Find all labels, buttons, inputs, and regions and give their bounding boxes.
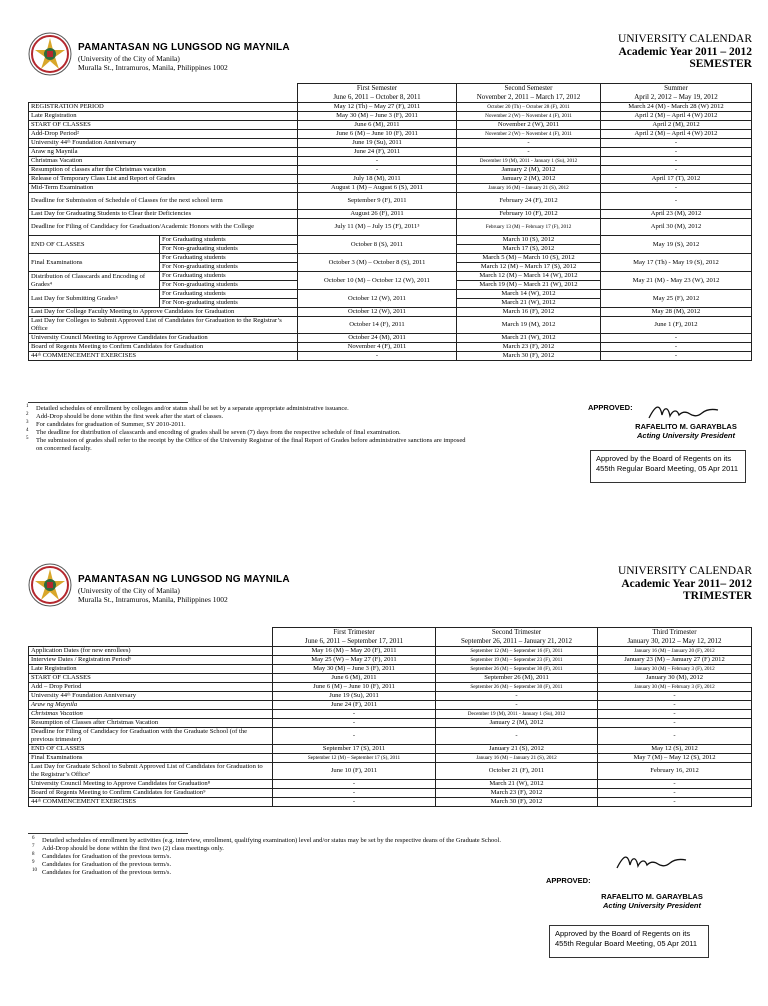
footnote [32,860,501,869]
calendar-row [29,789,752,798]
term-range: September 26, 2011 – January 21, 2012 [461,637,572,645]
date-cell: April 17 (T), 2012 [601,175,752,184]
footnote [32,844,501,853]
calendar-row [29,308,752,317]
date-cell: - [601,139,752,148]
term-header-3 [601,84,752,103]
date-cell: January 30 (M) – February 3 (F), 2012 [598,665,752,674]
university-address: Muralla St., Intramuros, Manila, Philippines 1002 [78,595,228,604]
term-header-1 [273,628,436,647]
footnote [32,836,501,845]
date-cell: December 19 (M), 2011 - January 1 (Su), 2012 [457,157,601,166]
date-cell: October 12 (W), 2011 [298,308,457,317]
row-label: Resumption of classes after the Christmas vacation [29,166,298,175]
plm-seal-icon [28,563,72,607]
calendar-row [29,647,752,656]
date-cell: January 30 (M), 2012 [598,674,752,683]
date-cell: February 13 (M) – February 17 (F), 2012 [457,219,601,236]
date-cell: March 10 (S), 2012 [457,236,601,245]
footnote [26,436,466,445]
footnote-number: 9 [32,860,35,865]
student-type-label: For Non-graduating students [160,263,298,272]
student-type-label: For Non-graduating students [160,299,298,308]
date-cell: - [273,728,436,745]
term-header-2 [436,628,598,647]
date-cell: - [598,780,752,789]
student-type-label: For Non-graduating students [160,245,298,254]
date-cell: August 26 (F), 2011 [298,210,457,219]
row-label: REGISTRATION PERIOD [29,103,298,112]
date-cell: April 2 (M) – April 4 (W) 2012 [601,112,752,121]
date-cell: September 26 (M) – September 30 (F), 2011 [436,683,598,692]
signature-icon [614,851,694,878]
calendar-row [29,103,752,112]
date-cell: May 28 (M), 2012 [601,308,752,317]
footnote-number: 10 [32,868,37,873]
university-english-name: (University of the City of Manila) [78,586,180,595]
row-label: START OF CLASSES [29,674,273,683]
date-cell: - [598,692,752,701]
date-cell: - [601,184,752,193]
date-cell: March 19 (M) – March 21 (W), 2012 [457,281,601,290]
calendar-row [29,719,752,728]
date-cell: October 24 (M), 2011 [298,334,457,343]
footnote-text: The deadline for distribution of classcards and encoding of grades shall be seven (7) days from the respective schedule of final examination. [36,429,401,436]
date-cell: June 1 (F), 2012 [601,317,752,334]
footnote-number: 6 [32,836,35,841]
row-label: University Council Meeting to Approve Candidates for Graduation⁸ [29,780,273,789]
date-cell: October 12 (W), 2011 [298,290,457,308]
date-cell: July 11 (M) – July 15 (F), 2011³ [298,219,457,236]
student-type-label: For Graduating students [160,236,298,245]
board-approval-text: Approved by the Board of Regents on its 455th Regular Board Meeting, 05 Apr 2011 [555,929,698,948]
date-cell: October 21 (F), 2011 [436,763,598,780]
date-cell: September 17 (S), 2011 [273,745,436,754]
date-cell: June 6 (M), 2011 [298,121,457,130]
term-name: Third Trimester [652,628,697,636]
board-approval-note [590,450,746,483]
header-row [29,84,752,103]
date-cell: January 30 (M) – February 3 (F), 2012 [598,683,752,692]
calendar-row [29,728,752,745]
date-cell: October 20 (Th) – October 28 (F), 2011 [457,103,601,112]
date-cell: December 19 (M), 2011 - January 1 (Su), 2012 [436,710,598,719]
row-label: END OF CLASSES [29,236,160,254]
term-range: June 6, 2011 – September 17, 2011 [304,637,404,645]
date-cell: - [601,166,752,175]
date-cell: March 12 (M) – March 17 (S), 2012 [457,263,601,272]
date-cell: - [273,719,436,728]
date-cell: June 10 (F), 2011 [273,763,436,780]
date-cell: January 16 (M) – January 21 (S), 2012 [436,754,598,763]
row-label: Late Registration [29,112,298,121]
date-cell: May 19 (S), 2012 [601,236,752,254]
row-label: Final Examinations [29,254,160,272]
term-name: Second Semester [504,84,553,92]
term-type: SEMESTER [689,58,752,70]
date-cell: April 2 (M), 2012 [601,121,752,130]
date-cell: January 2 (M), 2012 [457,166,601,175]
university-name: PAMANTASAN NG LUNGSOD NG MAYNILA [78,42,290,53]
student-type-label: For Graduating students [160,254,298,263]
calendar-row [29,175,752,184]
footnote-divider [28,833,188,834]
calendar-row [29,692,752,701]
date-cell: October 8 (S), 2011 [298,236,457,254]
footnote-text: Detailed schedules of enrollment by activities (e.g. interview, enrollment, qualifying examination) level and/or status may be set by the respective deans of the Graduate School. [42,837,501,844]
president-name: RAFAELITO M. GARAYBLAS [601,892,703,901]
footnote-text: Detailed schedules of enrollment by colleges and/or status shall be set by a separate appropriate administrative issuance. [36,405,349,412]
date-cell: March 14 (W), 2012 [457,290,601,299]
calendar-row [29,780,752,789]
footnote-number: 1 [26,404,29,409]
president-name: RAFAELITO M. GARAYBLAS [635,422,737,431]
row-label: Add – Drop Period [29,683,273,692]
trimester-footnotes [32,836,501,877]
date-cell: March 23 (F), 2012 [457,343,601,352]
date-cell: November 2 (W) – November 4 (F), 2011 [457,130,601,139]
date-cell: - [298,166,457,175]
date-cell: April 2 (M) – April 4 (W) 2012 [601,130,752,139]
footnote [26,420,465,429]
footnote-number: 3 [26,420,29,425]
university-english-name: (University of the City of Manila) [78,54,180,63]
footnote [32,868,501,877]
plm-seal-icon [28,32,72,76]
date-cell: March 30 (F), 2012 [457,352,601,361]
footnote [26,412,465,421]
board-approval-note [549,925,709,958]
board-approval-text: Approved by the Board of Regents on its 455th Regular Board Meeting, 05 Apr 2011 [596,454,739,473]
row-label: Add-Drop Period² [29,130,298,139]
footnote [36,445,465,453]
date-cell: - [601,193,752,210]
row-label: University 44ᵗʰ Foundation Anniversary [29,139,298,148]
trimester-calendar-table [28,627,752,807]
row-label: Last Day for Graduating Students to Clear their Deficiencies [29,210,298,219]
row-label: Late Registration [29,665,273,674]
date-cell: October 14 (F), 2011 [298,317,457,334]
date-cell: November 4 (F), 2011 [298,343,457,352]
term-range: January 30, 2012 – May 12, 2012 [627,637,722,645]
footnote-text: Add-Drop should be done within the first week after the start of classes. [36,413,224,420]
semester-title [618,33,752,71]
date-cell: January 2 (M), 2012 [457,175,601,184]
president-signature-block [631,422,741,440]
footnote-divider [28,402,188,403]
term-header-1 [298,84,457,103]
date-cell: August 1 (M) – August 6 (S), 2011 [298,184,457,193]
row-label: University 44ᵗʰ Foundation Anniversary [29,692,273,701]
term-range: June 6, 2011 – October 8, 2011 [333,93,421,101]
row-label: END OF CLASSES [29,745,273,754]
footnote-number: 2 [26,412,29,417]
row-label: Board of Regents Meeting to Confirm Candidates for Graduation⁹ [29,789,273,798]
row-label: Application Dates (for new enrollees) [29,647,273,656]
date-cell: March 21 (W), 2012 [436,780,598,789]
date-cell: - [598,789,752,798]
date-cell: May 30 (M) – June 3 (F), 2011 [298,112,457,121]
footnote-number: 8 [32,852,35,857]
date-cell: - [601,334,752,343]
term-range: April 2, 2012 – May 19, 2012 [634,93,718,101]
calendar-row [29,745,752,754]
student-type-label: For Graduating students [160,290,298,299]
row-label: Release of Temporary Class List and Report of Grades [29,175,298,184]
date-cell: February 10 (F), 2012 [457,210,601,219]
date-cell: June 24 (F), 2011 [273,701,436,710]
date-cell: September 12 (M) – September 17 (S), 2011 [273,754,436,763]
date-cell: May 7 (M) – May 12 (S), 2012 [598,754,752,763]
date-cell: March 5 (M) – March 10 (S), 2012 [457,254,601,263]
date-cell: May 16 (M) – May 20 (F), 2011 [273,647,436,656]
row-label: Last Day for Colleges to Submit Approved List of Candidates for Graduation to the Registrar’s Office [29,317,298,334]
footnote-text: Candidates for Graduation of the previous term/s. [42,861,172,868]
date-cell: April 23 (M), 2012 [601,210,752,219]
date-cell: - [598,798,752,807]
date-cell: January 23 (M) – January 27 (F) 2012 [598,656,752,665]
calendar-row [29,343,752,352]
date-cell: - [601,352,752,361]
date-cell: - [436,728,598,745]
date-cell: September 26 (M) – September 30 (F), 2011 [436,665,598,674]
date-cell: September 12 (M) – September 16 (F), 2011 [436,647,598,656]
footnote-number: 5 [26,436,29,441]
date-cell: November 2 (W), 2011 [457,121,601,130]
calendar-row [29,674,752,683]
footnote-text: Add-Drop should be done within the first two (2) class meetings only. [42,845,224,852]
term-name: First Trimester [333,628,375,636]
date-cell: - [598,719,752,728]
calendar-row [29,701,752,710]
date-cell: February 16, 2012 [598,763,752,780]
term-range: November 2, 2011 – March 17, 2012 [476,93,581,101]
calendar-row [29,754,752,763]
row-label: Board of Regents Meeting to Confirm Candidates for Graduation [29,343,298,352]
date-cell: November 2 (W) – November 4 (F), 2011 [457,112,601,121]
calendar-row [29,272,752,281]
calendar-row [29,236,752,245]
date-cell: May 17 (Th) - May 19 (S), 2012 [601,254,752,272]
approved-label: APPROVED: [588,403,633,412]
date-cell: March 16 (F), 2012 [457,308,601,317]
calendar-row [29,710,752,719]
row-label: Final Examinations [29,754,273,763]
calendar-row [29,352,752,361]
calendar-row [29,193,752,210]
header-blank [29,628,273,647]
calendar-row [29,334,752,343]
footnote-text: For candidates for graduation of Summer, SY 2010-2011. [36,421,186,428]
date-cell: March 17 (S), 2012 [457,245,601,254]
date-cell: - [598,728,752,745]
calendar-row [29,656,752,665]
date-cell: - [601,343,752,352]
calendar-row [29,112,752,121]
date-cell: May 21 (M) - May 23 (W), 2012 [601,272,752,290]
row-label: University Council Meeting to Approve Candidates for Graduation [29,334,298,343]
date-cell: March 19 (M), 2012 [457,317,601,334]
date-cell: March 21 (W), 2012 [457,299,601,308]
date-cell: June 19 (Su), 2011 [298,139,457,148]
row-label: Deadline for Submission of Schedule of Classes for the next school term [29,193,298,210]
row-label: 44ᵗʰ COMMENCEMENT EXERCISES [29,352,298,361]
date-cell: March 21 (W), 2012 [457,334,601,343]
university-name: PAMANTASAN NG LUNGSOD NG MAYNILA [78,574,290,585]
date-cell: March 23 (F), 2012 [436,789,598,798]
calendar-row [29,210,752,219]
date-cell: May 25 (W) – May 27 (F), 2011 [273,656,436,665]
academic-year: Academic Year 2011 – 2012 [618,45,752,58]
semester-footnotes [26,404,466,453]
footnote [32,852,501,861]
row-label: Araw ng Maynila [29,148,298,157]
trimester-section [0,535,768,1005]
calendar-row [29,763,752,780]
date-cell: September 19 (M) – September 23 (F), 2011 [436,656,598,665]
date-cell: June 6 (M) – June 10 (F), 2011 [298,130,457,139]
calendar-row [29,798,752,807]
calendar-row [29,317,752,334]
date-cell: - [273,798,436,807]
calendar-row [29,148,752,157]
row-label: Christmas Vacation [29,157,298,166]
date-cell: January 21 (S), 2012 [436,745,598,754]
calendar-row [29,121,752,130]
calendar-row [29,665,752,674]
footnote-number: 7 [32,844,35,849]
semester-calendar-table [28,83,752,361]
row-label: START OF CLASSES [29,121,298,130]
university-address: Muralla St., Intramuros, Manila, Philippines 1002 [78,63,228,72]
approved-label: APPROVED: [546,876,591,885]
row-label: Christmas Vacation [29,710,273,719]
date-cell: June 6 (M) – June 10 (F), 2011 [273,683,436,692]
date-cell: January 16 (M) – January 21 (S), 2012 [457,184,601,193]
date-cell: - [273,710,436,719]
date-cell: October 3 (M) – October 8 (S), 2011 [298,254,457,272]
row-label: Araw ng Maynila [29,701,273,710]
president-signature-block [597,892,707,910]
date-cell: February 24 (F), 2012 [457,193,601,210]
date-cell: June 24 (F), 2011 [298,148,457,157]
footnote [26,404,465,413]
calendar-row [29,683,752,692]
date-cell: May 25 (F), 2012 [601,290,752,308]
student-type-label: For Non-graduating students [160,281,298,290]
term-header-3 [598,628,752,647]
date-cell: - [601,157,752,166]
footnote-number: 4 [26,428,29,433]
row-label: Distribution of Classcards and Encoding of Grades⁴ [29,272,160,290]
row-label: Resumption of Classes after Christmas Vacation [29,719,273,728]
term-name: First Semester [356,84,398,92]
calendar-row [29,139,752,148]
date-cell: June 19 (Su), 2011 [273,692,436,701]
date-cell: - [298,352,457,361]
calendar-row [29,130,752,139]
date-cell: March 12 (M) – March 14 (W), 2012 [457,272,601,281]
calendar-heading: UNIVERSITY CALENDAR [617,565,752,577]
term-name: Second Trimester [491,628,542,636]
row-label: Interview Dates / Registration Period⁶ [29,656,273,665]
header-blank [29,84,298,103]
date-cell: - [273,780,436,789]
trimester-title [618,565,752,603]
row-label: Last Day for College Faculty Meeting to Approve Candidates for Graduation [29,308,298,317]
row-label: Mid-Term Examination [29,184,298,193]
calendar-row [29,254,752,263]
term-header-2 [457,84,601,103]
date-cell: April 30 (M), 2012 [601,219,752,236]
date-cell: - [457,139,601,148]
date-cell: October 10 (M) – October 12 (W), 2011 [298,272,457,290]
president-title: Acting University President [637,431,735,440]
date-cell: - [273,789,436,798]
date-cell: January 2 (M), 2012 [436,719,598,728]
date-cell: March 30 (F), 2012 [436,798,598,807]
date-cell: September 26 (M), 2011 [436,674,598,683]
calendar-row [29,166,752,175]
date-cell: September 9 (F), 2011 [298,193,457,210]
date-cell: June 6 (M), 2011 [273,674,436,683]
academic-year: Academic Year 2011– 2012 [621,577,752,590]
date-cell: July 18 (M), 2011 [298,175,457,184]
date-cell: May 12 (S), 2012 [598,745,752,754]
date-cell: - [457,148,601,157]
footnote-text: The submission of grades shall refer to the receipt by the Office of the University Registrar of the final Report of Grades before administrative sanctions are imposed [36,437,466,444]
calendar-row [29,219,752,236]
footnote-text: Candidates for Graduation of the previous term/s. [42,853,172,860]
date-cell: May 12 (Th) – May 27 (F), 2011 [298,103,457,112]
calendar-row [29,290,752,299]
footnote-text: on concerned faculty. [36,445,92,452]
date-cell: - [436,701,598,710]
date-cell: May 30 (M) – June 3 (F), 2011 [273,665,436,674]
row-label: Last Day for Submitting Grades⁵ [29,290,160,308]
semester-section [0,0,768,490]
calendar-row [29,184,752,193]
date-cell: March 24 (M) - March 28 (W) 2012 [601,103,752,112]
row-label: Deadline for Filing of Candidacy for Graduation with the Graduate School (of the previous trimester) [29,728,273,745]
term-name: Summer [664,84,688,92]
row-label: Deadline for Filing of Candidacy for Graduation/Academic Honors with the College [29,219,298,236]
calendar-heading: UNIVERSITY CALENDAR [617,33,752,45]
calendar-row [29,157,752,166]
student-type-label: For Graduating students [160,272,298,281]
date-cell: - [598,710,752,719]
date-cell: - [436,692,598,701]
row-label: Last Day for Graduate School to Submit Approved List of Candidates for Graduation to the Registrar’s Office⁷ [29,763,273,780]
president-title: Acting University President [603,901,701,910]
date-cell: - [601,148,752,157]
date-cell: January 16 (M) – January 20 (F), 2012 [598,647,752,656]
row-label: 44ᵗʰ COMMENCEMENT EXERCISES [29,798,273,807]
footnote-text: Candidates for Graduation of the previous term/s. [42,869,172,876]
date-cell: - [298,157,457,166]
header-row [29,628,752,647]
footnote [26,428,465,437]
term-type: TRIMESTER [682,590,752,602]
date-cell: - [598,701,752,710]
